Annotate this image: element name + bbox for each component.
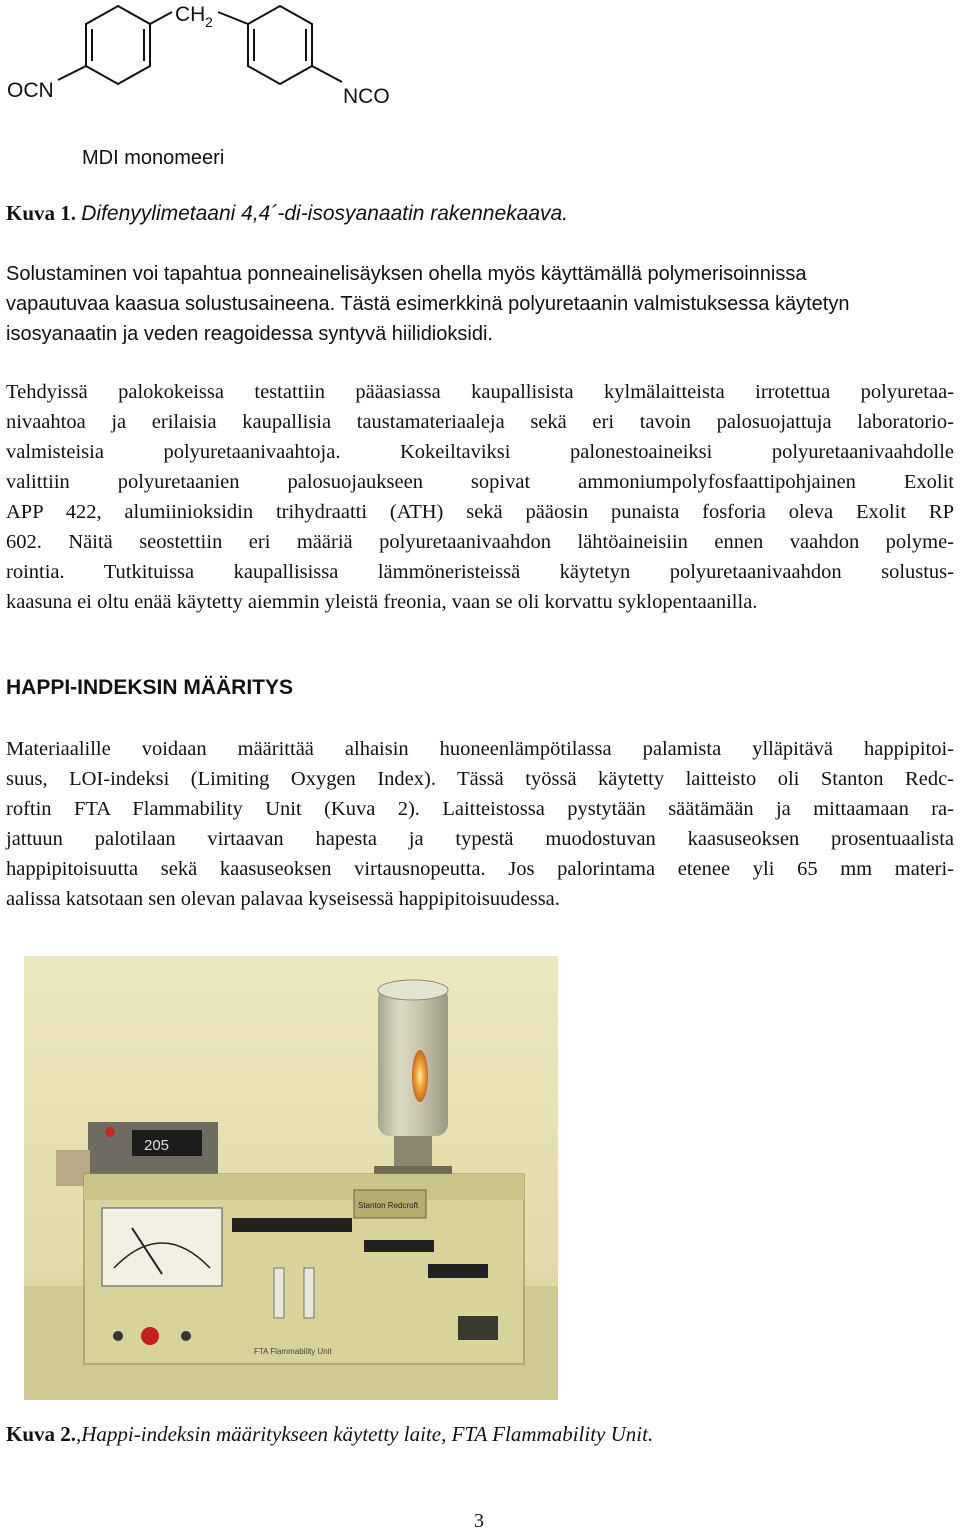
paragraph1-line: Solustaminen voi tapahtua ponneainelisäyksen ohella myös käyttämällä polymerisoinnissa (6, 263, 807, 285)
paragraph3-line: jattuun palotilaan virtaavan hapesta ja typestä muodostuvan kaasuseoksen prosentuaalista (6, 828, 954, 850)
paragraph2-line: Tehdyissä palokokeissa testattiin pääasiassa kaupallisista kylmälaitteista irrotettua polyuretaa- (6, 381, 954, 403)
paragraph-foaming-gas (6, 259, 954, 349)
unit-plate-text: FTA Flammability Unit (254, 1347, 332, 1356)
left-benzene-ring (86, 6, 150, 84)
formula-ch2-label: CH (175, 3, 206, 26)
paragraph2-line: nivaahtoa ja erilaisia kaupallisia taustamateriaaleja sekä eri tavoin palosuojattuja laboratorio- (6, 411, 954, 433)
glass-chimney (378, 986, 448, 1136)
analog-meter (102, 1208, 222, 1286)
figure2-caption (6, 1422, 653, 1447)
paragraph2-line: rointia. Tutkituissa kaupallisissa lämmöneristeissä käytetyn polyuretaanivaahdon solustus- (6, 561, 954, 583)
fta-apparatus-photo (24, 956, 558, 1400)
paragraph2-line: APP 422, alumiinioksidin trihydraatti (ATH) sekä pääosin punaista fosforia oleva Exolit RP (6, 501, 954, 523)
paragraph3-line: suus, LOI-indeksi (Limiting Oxygen Index). Tässä työssä käytetty laitteisto oli Stanton Redc- (6, 768, 954, 790)
paragraph3-line: aalissa katsotaan sen olevan palavaa kyseisessä happipitoisuudessa. (6, 888, 560, 910)
figure2-caption-prefix: Kuva 2. (6, 1422, 77, 1446)
paragraph-oxygen-index (6, 734, 954, 914)
sample-flame (412, 1050, 428, 1102)
paragraph3-line: roftin FTA Flammability Unit (Kuva 2). Laitteistossa pystytään säätämään ja mittaamaan ra- (6, 798, 954, 820)
figure2-caption-text: ,Happi-indeksin määritykseen käytetty laite, FTA Flammability Unit. (76, 1422, 654, 1446)
red-control-knob (141, 1327, 159, 1345)
figure1-caption-prefix: Kuva 1. (6, 201, 77, 225)
paragraph1-line: vapautuvaa kaasua solustusaineena. Tästä esimerkkinä polyuretaanin valmistuksessa käytetyn (6, 293, 850, 315)
right-benzene-ring (248, 6, 312, 84)
brand-plate-text: Stanton Redcroft (358, 1201, 419, 1210)
paragraph-fire-tests (6, 377, 954, 617)
paragraph2-line: kaasuna ei oltu enää käytetty aiemmin yleistä freonia, vaan se oli korvattu syklopentaanilla. (6, 591, 758, 613)
page-number: 3 (474, 1510, 484, 1532)
paragraph3-line: happipitoisuutta sekä kaasuseoksen virtausnopeutta. Jos palorintama etenee yli 65 mm materi- (6, 858, 954, 880)
monomer-label: MDI monomeeri (82, 147, 225, 169)
paragraph2-line: valmisteisia polyuretaanivaahtoja. Kokeiltaviksi palonestoaineiksi polyuretaanivaahdolle (6, 441, 954, 463)
paragraph2-line: 602. Näitä seostettiin eri määriä polyuretaanivaahdon lähtöaineisiin ennen vaahdon polyme- (6, 531, 954, 553)
formula-ocn-label: OCN (7, 79, 54, 102)
paragraph1-line: isosyanaatin ja veden reagoidessa syntyvä hiilidioksidi. (6, 323, 493, 345)
mdi-structure-diagram (0, 0, 420, 120)
formula-nco-label: NCO (343, 85, 390, 108)
section-heading: HAPPI-INDEKSIN MÄÄRITYS (6, 676, 294, 699)
display-reading: 205 (144, 1137, 170, 1154)
figure1-caption (6, 201, 568, 226)
paragraph3-line: Materiaalille voidaan määrittää alhaisin huoneenlämpötilassa palamista ylläpitävä happipitoi- (6, 738, 954, 760)
formula-ch2-subscript: 2 (205, 14, 213, 30)
paragraph2-line: valittiin polyuretaanien palosuojaukseen sopivat ammoniumpolyfosfaattipohjainen Exolit (6, 471, 954, 493)
figure1-caption-text: Difenyylimetaani 4,4´-di-isosyanaatin rakennekaava. (81, 202, 569, 225)
